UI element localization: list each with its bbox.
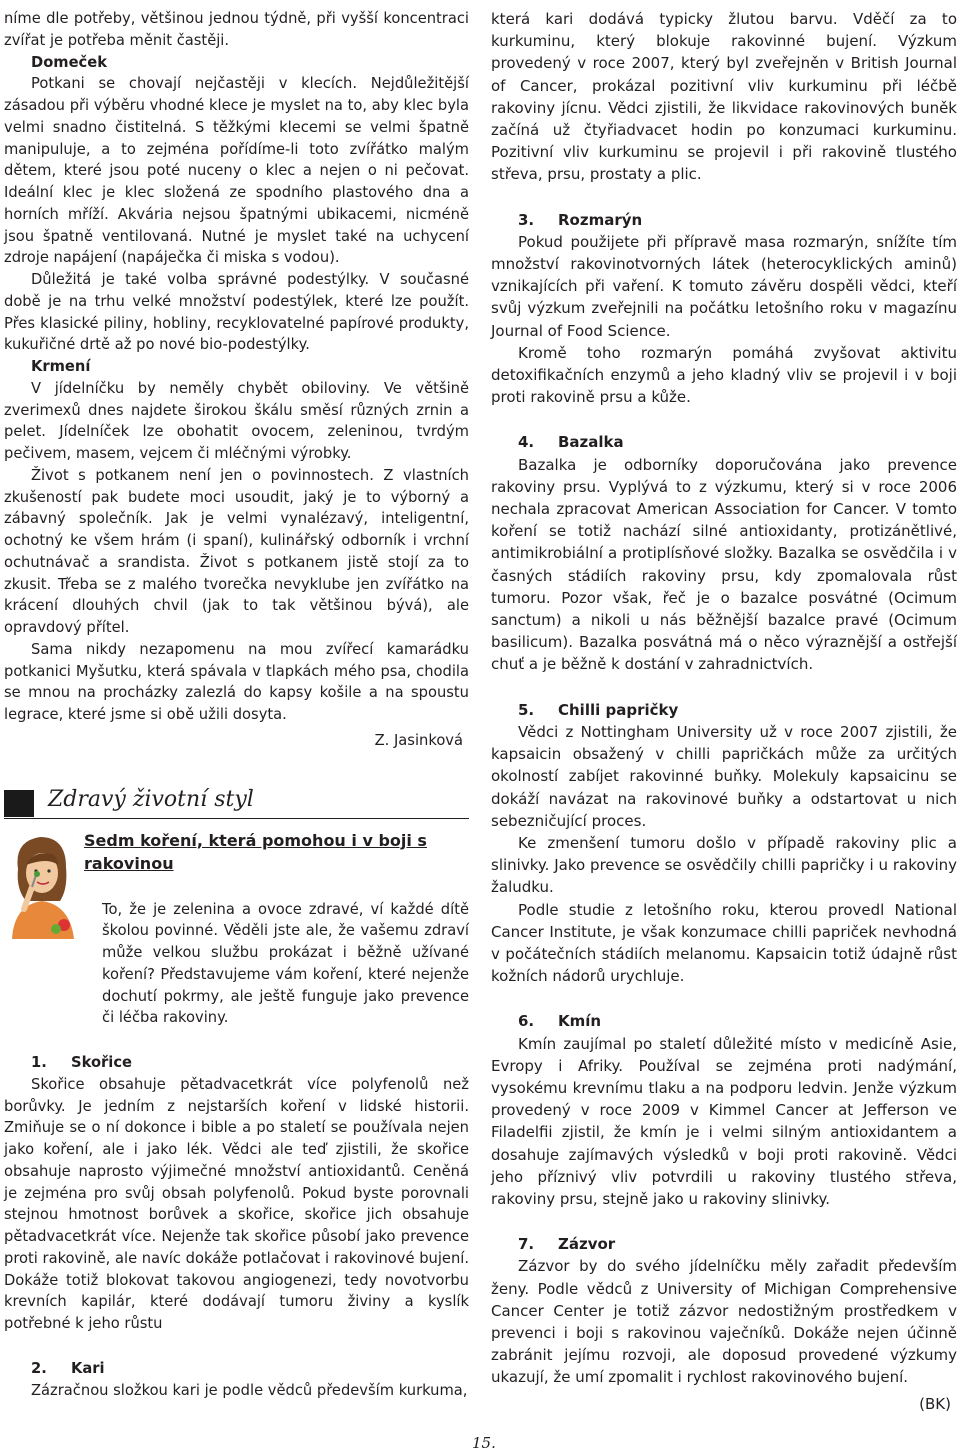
heading-5 bbox=[491, 699, 957, 721]
paragraph-1: Skořice obsahuje pětadvacetkrát více polyfenolů než borůvky. Je jedním z nejstarších koření v lidské historii. Zmiňuje se o ní dokonce i bible a po staletí se používala nejen jako koření, ale i jako lék. Vědci ale teď zjistili, že skořice obsahuje naprosto výjimečné množství antioxidantů. Ceněná je zejména pro svůj obsah polyfenolů. Pokud byste porovnali stejnou hmotnost borůvek a skořice, skořice jich obsahuje pětadvacetkrát více. Nejenže tak skořice působí jako prevence proti rakovině, ale navíc dokáže potlačovat i rakovinové bujení. Dokáže totiž blokovat takovou angiogenezi, tedy novotvorbu krevních kapilár, které dodávají tumoru živiny a kyslík potřebné k jeho růstu bbox=[4, 1075, 469, 1332]
section-title: Zdravý životní styl bbox=[48, 786, 254, 812]
heading-2 bbox=[4, 1358, 469, 1380]
paragraph-5a: Vědci z Nottingham University už v roce 2007 zjistili, že kapsaicin obsažený v chilli papričkách může za určitých okolností zabíjet rakovinné buňky. Molekuly kapsaicinu se dokáží navázat na rakovinové buňky a odstartovat u nich sebezničující proces. bbox=[491, 722, 957, 830]
heading-2-number: 2. bbox=[31, 1359, 47, 1377]
article-intro bbox=[4, 829, 469, 1030]
paragraph-domecek: Potkani se chovají nejčastěji v klecích. Nejdůležitější zásadou při výběru vhodné klece je myslet na to, aby klec byla velmi snadno čistitelná. S těžkými klecemi se velmi špatně manipuluje, a to zejména pořídíme-li toto zvířátko malým dětem, které jsou poté nuceny o klec a nejen o ni pečovat. Ideální klec je klec složená ze spodního plastového dna a horních mříží. Akvária nejsou špatnými ubikacemi, nicméně jsou špatně ventilovaná. Nutné je myslet také na uchycení zdroje napájení (napáječka či miska s vodou). bbox=[4, 75, 469, 267]
paragraph-3a: Pokud použijete při přípravě masa rozmarýn, snížíte tím množství rakovinotvorných látek (heterocyklických aminů) vznikajících při vaření. K tomuto závěru dospěli vědci, kteří svůj výzkum zveřejnili na počátku letošního roku v magazínu Journal of Food Science. bbox=[491, 232, 957, 340]
paragraph-4: Bazalka je odborníky doporučována jako prevence rakoviny prsu. Vyplývá to z výzkumu, který si v roce 2006 nechala zpracovat American Association for Cancer. V tomto koření se totiž nachází silné antioxidanty, protizánětlivé, antimikrobiální a protiplísňové složky. Bazalka se osvědčila i v časných stádiích rakoviny prsu, kdy zpomalovala růst tumoru. Pozor však, řeč je o bazalce posvátné (Ocimum sanctum) a nikoli u nás běžnější bazalce pravé (Ocimum basilicum). Bazalka posvátná má o něco výraznější a ostřejší chuť a je běžně k dostání v zahradnictvích. bbox=[491, 455, 957, 674]
heading-1-number: 1. bbox=[31, 1054, 47, 1071]
heading-6-text: Kmín bbox=[558, 1012, 602, 1031]
paragraph-podestylka: Důležitá je také volba správné podestýlky. V současné době je na trhu velké množství podestýlek, které lze použít. Přes klasické piliny, hobliny, recyklovatelné papírové produkty, kukuřičné drtě až po nové bio-podestýlky. bbox=[4, 271, 469, 354]
heading-3-text: Rozmarýn bbox=[558, 210, 643, 229]
paragraph-mysutka: Sama nikdy nezapomenu na mou zvířecí kamarádku potkanici Myšutku, která spávala v tlapkách mého psa, chodila se mnou na procházky zalezlá do kapsy košile a na spoustu legrace, které jsme si obě užili dosyta. bbox=[4, 640, 469, 723]
article-lead: To, že je zelenina a ovoce zdravé, ví každé dítě školou povinné. Věděli jste ale, že vašemu zdraví může velkou službu prokázat i běžně užívané koření? Představujeme vám koření, které nejenže dochutí pokrmy, ale ještě funguje jako prevence či léčba rakoviny. bbox=[102, 900, 469, 1027]
heading-5-text: Chilli papričky bbox=[558, 700, 679, 719]
heading-6 bbox=[491, 1010, 957, 1032]
left-column bbox=[4, 8, 469, 1401]
heading-7 bbox=[491, 1233, 957, 1255]
author-signature-bk: (BK) bbox=[919, 1394, 951, 1413]
heading-4 bbox=[491, 431, 957, 453]
paragraph-2: Zázračnou složkou kari je podle vědců především kurkuma, bbox=[31, 1381, 468, 1399]
heading-6-number: 6. bbox=[518, 1012, 535, 1031]
paragraph-2-continued: která kari dodává typicky žlutou barvu. Vděčí za to kurkuminu, který blokuje rakovinné bujení. Výzkum provedený v roce 2007, který byl zveřejněn v British Journal of Cancer, prokázal pozitivní vliv kurkuminu při léčbě rakoviny jícnu. Vědci zjistili, že likvidace rakovinových buněk začíná už čtyřiadvacet hodin po konzumaci kurkuminu. Pozitivní vliv kurkuminu se projevil i při rakovině tlustého střeva, prsu, prostaty a plic. bbox=[491, 10, 957, 184]
paragraph-krmeni: V jídelníčku by neměly chybět obiloviny. Ve většině zverimexů dnes najdete širokou škálu směsí různých zrnin a pelet. Jídelníček lze obohatit ovocem, zeleninou, tvrdým pečivem, masem, vejcem či mléčnými výrobky. bbox=[4, 379, 469, 462]
heading-1 bbox=[4, 1052, 469, 1074]
right-column bbox=[491, 8, 957, 1415]
author-signature: Z. Jasinková bbox=[374, 731, 463, 749]
paragraph-zivot: Život s potkanem není jen o povinnostech. Z vlastních zkušeností pak budete moci usoudit, jaký je to výborný a zábavný společník. Jak je velmi vynalézavý, inteligentní, ochotný ke všem hrám (i spaní), kulinářský odborník i vrchní ochutnávač a srandista. Život s potkanem jistě stojí za to zkusit. Třeba se z malého tvorečka nevyklube jen zvířátko na krácení dlouhých chvil (jak to tak většinou bývá), ale opravdový přítel. bbox=[4, 466, 469, 636]
paragraph-continued: níme dle potřeby, většinou jednou týdně, při vyšší koncentraci zvířat je potřeba měnit častěji. bbox=[4, 10, 469, 49]
paragraph-3b: Kromě toho rozmarýn pomáhá zvyšovat aktivitu detoxifikačních enzymů a jeho kladný vliv se projevil i v boji proti rakovině prsu a kůže. bbox=[491, 343, 957, 407]
section-marker bbox=[4, 790, 34, 817]
heading-7-text: Zázvor bbox=[558, 1235, 616, 1254]
paragraph-6: Kmín zaujímal po staletí důležité místo v medicíně Asie, Evropy i Afriky. Používal se zejména proti nadýmání, vysokému krevnímu tlaku a na podporu ledvin. Jenže výzkum provedený v roce 2009 v Kimmel Cancer at Jefferson ve Filadelfii zjistil, že kmín je i velmi silným antioxidantem a dosahuje zajímavých výsledků v boji proti rakovině. Vědci jeho příznivý vliv potvrdili u rakoviny tlustého střeva, rakoviny prsu, stejně jako u rakoviny slinivky. bbox=[491, 1034, 957, 1208]
heading-7-number: 7. bbox=[518, 1235, 535, 1254]
paragraph-5b: Ke zmenšení tumoru došlo v případě rakoviny plic a slinivky. Jako prevence se osvědčily chilli papričky i u rakoviny žaludku. bbox=[491, 833, 957, 897]
paragraph-5c: Podle studie z letošního roku, kterou provedl National Cancer Institute, je však konzumace chilli papriček nevhodná v počátečních stádiích melanomu. Kapsaicin totiž údajně růst kožních nádorů urychluje. bbox=[491, 900, 957, 986]
woman-eating-illustration bbox=[4, 829, 82, 939]
heading-4-text: Bazalka bbox=[558, 433, 624, 452]
heading-domecek: Domeček bbox=[31, 53, 107, 71]
heading-krmeni: Krmení bbox=[31, 358, 91, 375]
heading-3-number: 3. bbox=[518, 210, 535, 229]
heading-1-text: Skořice bbox=[71, 1054, 132, 1071]
page-number: 15. bbox=[472, 1434, 496, 1452]
heading-2-text: Kari bbox=[71, 1359, 105, 1377]
section-header bbox=[4, 782, 469, 819]
article-title: Sedm koření, která pomohou i v boji s rakovinou bbox=[84, 830, 427, 873]
paragraph-7: Zázvor by do svého jídelníčku měly zařadit především ženy. Podle vědců z University of Michigan Comprehensive Cancer Center je totiž zázvor nedostižným prostředkem v prevenci i boji s rakovinou vaječníků. Dokáže nejen účinně zabránit jejímu rozvoji, ale doposud provedené výzkumy ukazují, že umí zpomalit i rychlost rakovinového bujení. bbox=[491, 1257, 957, 1387]
heading-4-number: 4. bbox=[518, 433, 535, 452]
heading-5-number: 5. bbox=[518, 700, 535, 719]
heading-3 bbox=[491, 209, 957, 231]
